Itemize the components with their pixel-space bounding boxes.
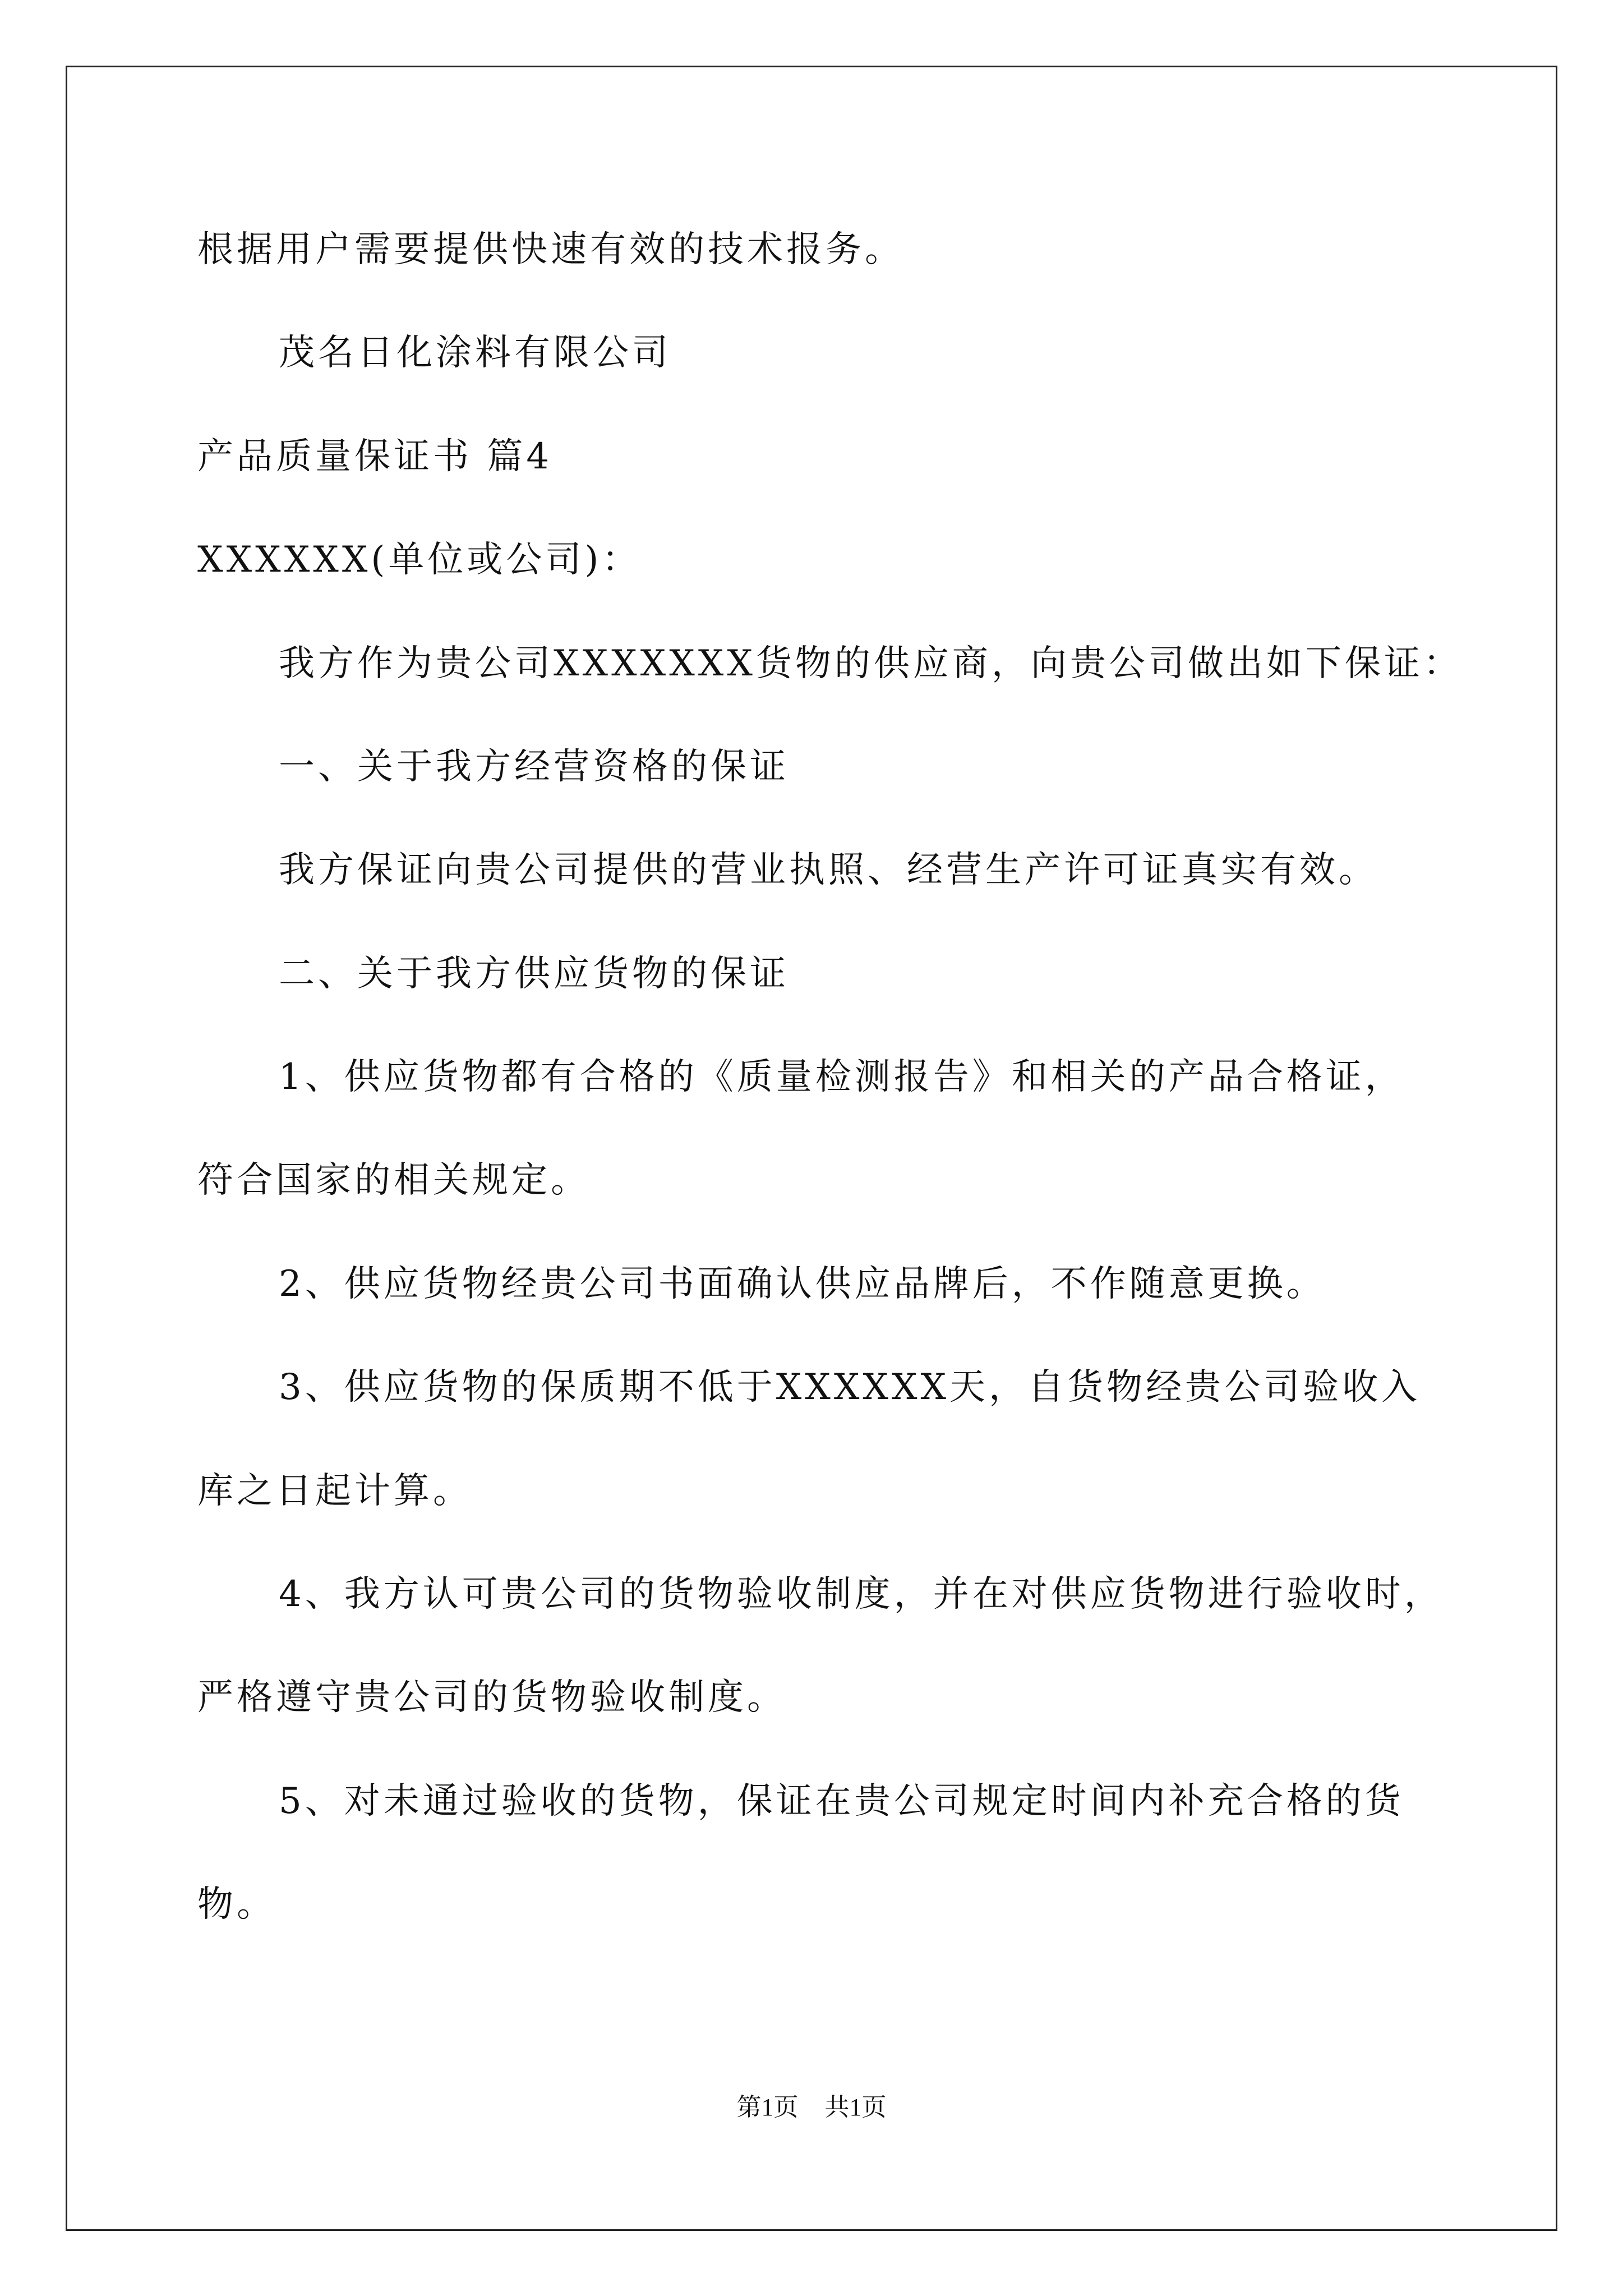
recipient-line: XXXXXX(单位或公司)： [197, 539, 642, 581]
section-heading: 产品质量保证书 篇4 [197, 436, 553, 477]
clause-1-text: 我方保证向贵公司提供的营业执照、经营生产许可证真实有效。 [279, 849, 1378, 891]
clause-heading-2: 二、关于我方供应货物的保证 [279, 953, 789, 995]
item-3-line-1: 3、供应货物的保质期不低于XXXXXX天，自货物经贵公司验收入 [279, 1366, 1421, 1408]
company-signature: 茂名日化涂料有限公司 [279, 332, 671, 374]
page-total: 共1页 [824, 2093, 887, 2121]
body-line-1: 根据用户需要提供快速有效的技术报务。 [197, 229, 904, 270]
item-5-line-2: 物。 [197, 1884, 276, 1925]
item-4-line-1: 4、我方认可贵公司的货物验收制度，并在对供应货物进行验收时， [279, 1573, 1444, 1615]
page-footer [0, 2092, 1623, 2123]
item-4-line-2: 严格遵守贵公司的货物验收制度。 [197, 1677, 786, 1718]
page-number: 第1页 [736, 2093, 799, 2121]
clause-heading-1: 一、关于我方经营资格的保证 [279, 746, 789, 788]
item-2-line-1: 2、供应货物经贵公司书面确认供应品牌后，不作随意更换。 [279, 1263, 1326, 1305]
item-5-line-1: 5、对未通过验收的货物，保证在贵公司规定时间内补充合格的货 [279, 1780, 1404, 1822]
item-3-line-2: 库之日起计算。 [197, 1470, 472, 1512]
item-1-line-2: 符合国家的相关规定。 [197, 1159, 590, 1201]
page-border [66, 66, 1557, 2231]
item-1-line-1: 1、供应货物都有合格的《质量检测报告》和相关的产品合格证， [279, 1056, 1404, 1098]
intro-paragraph: 我方作为贵公司XXXXXXX货物的供应商，向贵公司做出如下保证： [279, 643, 1463, 684]
